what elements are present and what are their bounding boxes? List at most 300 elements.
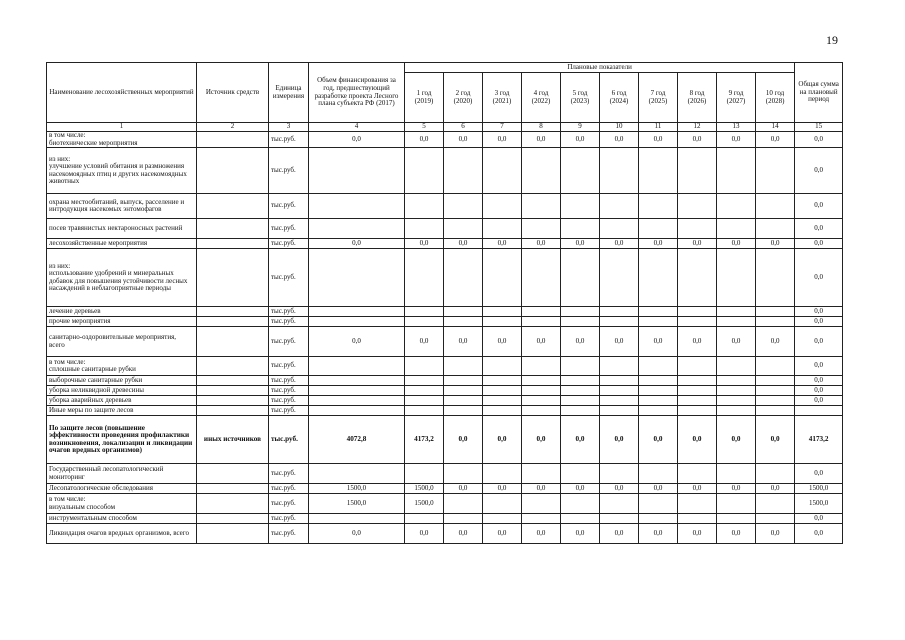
- year-value: 0,0: [600, 416, 639, 464]
- year-value: [678, 396, 717, 406]
- year-value: 0,0: [405, 524, 444, 544]
- year-value: [639, 357, 678, 376]
- year-value: [483, 376, 522, 386]
- year-value: 0,0: [405, 327, 444, 357]
- year-value: [483, 494, 522, 514]
- table-row: [47, 484, 843, 494]
- unit-cell: тыс.руб.: [269, 249, 309, 307]
- year-value: [483, 307, 522, 317]
- year-value: 0,0: [561, 239, 600, 249]
- year-value: 1500,0: [405, 494, 444, 514]
- year-value: 0,0: [444, 484, 483, 494]
- table-row: [47, 132, 843, 148]
- total-value: 0,0: [795, 249, 843, 307]
- year-value: [717, 514, 756, 524]
- funding-source: [197, 464, 269, 484]
- prior-volume: 0,0: [309, 239, 405, 249]
- header-year-5: [561, 73, 600, 123]
- total-value: 0,0: [795, 219, 843, 239]
- header-total: Общая сумма на плановый период: [795, 63, 843, 123]
- year-value: [483, 406, 522, 416]
- total-value: 0,0: [795, 386, 843, 396]
- year-value: [561, 386, 600, 396]
- year-value: 0,0: [522, 239, 561, 249]
- year-value: [444, 317, 483, 327]
- header-year-label: 7 год: [650, 88, 666, 97]
- unit-cell: тыс.руб.: [269, 327, 309, 357]
- year-value: [561, 307, 600, 317]
- year-value: [405, 357, 444, 376]
- year-value: [522, 396, 561, 406]
- header-year-label: 9 год: [728, 88, 744, 97]
- year-value: [405, 317, 444, 327]
- total-value: 1500,0: [795, 484, 843, 494]
- header-unit: Единица измерения: [269, 63, 309, 123]
- activity-name: Государственный лесопатологический мониторинг: [47, 464, 197, 484]
- header-year-1: [405, 73, 444, 123]
- year-value: [522, 148, 561, 194]
- table-row: [47, 327, 843, 357]
- year-value: [561, 317, 600, 327]
- year-value: 0,0: [600, 524, 639, 544]
- funding-source: [197, 132, 269, 148]
- year-value: [561, 396, 600, 406]
- year-value: [678, 494, 717, 514]
- year-value: [522, 357, 561, 376]
- funding-source: [197, 239, 269, 249]
- activity-name: выборочные санитарные рубки: [47, 376, 197, 386]
- year-value: [522, 494, 561, 514]
- unit-cell: тыс.руб.: [269, 494, 309, 514]
- year-value: [717, 376, 756, 386]
- unit-cell: тыс.руб.: [269, 464, 309, 484]
- funding-source: [197, 327, 269, 357]
- activity-name: Иные меры по защите лесов: [47, 406, 197, 416]
- year-value: [756, 317, 795, 327]
- funding-source: [197, 396, 269, 406]
- table-row: [47, 307, 843, 317]
- activity-name: санитарно-оздоровительные мероприятия, всего: [47, 327, 197, 357]
- prior-volume: 1500,0: [309, 494, 405, 514]
- year-value: [639, 406, 678, 416]
- table-row: [47, 514, 843, 524]
- year-value: [639, 194, 678, 219]
- year-value: [444, 376, 483, 386]
- year-value: [639, 317, 678, 327]
- year-value: [756, 386, 795, 396]
- header-year-value: (2026): [687, 96, 707, 105]
- year-value: [678, 514, 717, 524]
- table-row: [47, 357, 843, 376]
- prior-volume: 1500,0: [309, 484, 405, 494]
- year-value: 0,0: [483, 327, 522, 357]
- year-value: [600, 357, 639, 376]
- table-row: [47, 416, 843, 464]
- header-year-value: (2028): [765, 96, 785, 105]
- activity-name: в том числе: сплошные санитарные рубки: [47, 357, 197, 376]
- column-number: 2: [197, 123, 269, 132]
- year-value: [717, 464, 756, 484]
- year-value: 0,0: [639, 484, 678, 494]
- year-value: [483, 357, 522, 376]
- unit-cell: тыс.руб.: [269, 357, 309, 376]
- table-row: [47, 464, 843, 484]
- year-value: [600, 194, 639, 219]
- year-value: [405, 194, 444, 219]
- year-value: 0,0: [756, 416, 795, 464]
- prior-volume: 0,0: [309, 132, 405, 148]
- funding-source: [197, 249, 269, 307]
- year-value: 0,0: [522, 132, 561, 148]
- activity-name: в том числе: визуальным способом: [47, 494, 197, 514]
- year-value: 0,0: [405, 239, 444, 249]
- year-value: [522, 219, 561, 239]
- year-value: [444, 307, 483, 317]
- year-value: [678, 406, 717, 416]
- funding-source: [197, 494, 269, 514]
- year-value: [756, 396, 795, 406]
- year-value: [600, 396, 639, 406]
- activity-name: охрана местообитаний, выпуск, расселение и интродукция насекомых энтомофагов: [47, 194, 197, 219]
- year-value: [756, 464, 795, 484]
- year-value: [717, 148, 756, 194]
- prior-volume: [309, 219, 405, 239]
- unit-cell: тыс.руб.: [269, 148, 309, 194]
- funding-source: [197, 317, 269, 327]
- year-value: [522, 249, 561, 307]
- year-value: 0,0: [678, 416, 717, 464]
- table-row: [47, 249, 843, 307]
- funding-source: [197, 307, 269, 317]
- header-year-9: [717, 73, 756, 123]
- total-value: 0,0: [795, 239, 843, 249]
- year-value: [405, 148, 444, 194]
- year-value: [678, 317, 717, 327]
- header-year-label: 10 год: [765, 88, 785, 97]
- year-value: 0,0: [561, 327, 600, 357]
- year-value: [522, 307, 561, 317]
- year-value: 0,0: [522, 524, 561, 544]
- activity-name: лесохозяйственные мероприятия: [47, 239, 197, 249]
- year-value: 0,0: [561, 416, 600, 464]
- funding-source: [197, 357, 269, 376]
- year-value: [483, 148, 522, 194]
- column-number: 4: [309, 123, 405, 132]
- column-number: 1: [47, 123, 197, 132]
- year-value: 0,0: [756, 132, 795, 148]
- header-planned-group: Плановые показатели: [405, 63, 795, 73]
- year-value: [522, 464, 561, 484]
- year-value: 0,0: [483, 416, 522, 464]
- column-number: 15: [795, 123, 843, 132]
- header-year-label: 3 год: [494, 88, 510, 97]
- header-year-value: (2025): [648, 96, 668, 105]
- year-value: [522, 317, 561, 327]
- prior-volume: [309, 194, 405, 219]
- table-row: [47, 194, 843, 219]
- funding-source: [197, 386, 269, 396]
- year-value: [561, 249, 600, 307]
- year-value: 0,0: [600, 132, 639, 148]
- year-value: 0,0: [717, 327, 756, 357]
- year-value: [678, 386, 717, 396]
- total-value: 0,0: [795, 307, 843, 317]
- column-number: 14: [756, 123, 795, 132]
- year-value: [600, 406, 639, 416]
- prior-volume: [309, 307, 405, 317]
- year-value: [717, 396, 756, 406]
- year-value: [405, 386, 444, 396]
- year-value: [444, 357, 483, 376]
- year-value: [639, 376, 678, 386]
- column-number: 10: [600, 123, 639, 132]
- year-value: [639, 148, 678, 194]
- year-value: [600, 386, 639, 396]
- header-year-value: (2022): [531, 96, 551, 105]
- year-value: 0,0: [717, 239, 756, 249]
- unit-cell: тыс.руб.: [269, 376, 309, 386]
- total-value: 0,0: [795, 148, 843, 194]
- header-year-7: [639, 73, 678, 123]
- unit-cell: тыс.руб.: [269, 386, 309, 396]
- year-value: [639, 307, 678, 317]
- year-value: [756, 376, 795, 386]
- activity-name: из них: улучшение условий обитания и размножения насекомоядных птиц и других насекомоядных животных: [47, 148, 197, 194]
- funding-source: [197, 376, 269, 386]
- header-year-2: [444, 73, 483, 123]
- year-value: 0,0: [522, 416, 561, 464]
- year-value: [522, 406, 561, 416]
- year-value: [717, 219, 756, 239]
- column-number: 13: [717, 123, 756, 132]
- header-year-4: [522, 73, 561, 123]
- header-year-8: [678, 73, 717, 123]
- year-value: 0,0: [444, 416, 483, 464]
- funding-source: [197, 524, 269, 544]
- column-number: 6: [444, 123, 483, 132]
- year-value: [444, 249, 483, 307]
- year-value: 0,0: [483, 484, 522, 494]
- year-value: [444, 396, 483, 406]
- table-row: [47, 406, 843, 416]
- year-value: [405, 219, 444, 239]
- header-year-label: 8 год: [689, 88, 705, 97]
- prior-volume: [309, 406, 405, 416]
- header-year-6: [600, 73, 639, 123]
- funding-source: [197, 514, 269, 524]
- year-value: 0,0: [483, 239, 522, 249]
- table-row: [47, 386, 843, 396]
- year-value: 0,0: [717, 416, 756, 464]
- year-value: 0,0: [444, 327, 483, 357]
- year-value: 0,0: [444, 524, 483, 544]
- total-value: 1500,0: [795, 494, 843, 514]
- header-year-value: (2024): [609, 96, 629, 105]
- year-value: [600, 219, 639, 239]
- year-value: [600, 494, 639, 514]
- year-value: 0,0: [678, 132, 717, 148]
- header-year-value: (2021): [492, 96, 512, 105]
- planned-indicators-table: [46, 62, 843, 544]
- column-number: 11: [639, 123, 678, 132]
- year-value: [483, 317, 522, 327]
- column-number: 3: [269, 123, 309, 132]
- unit-cell: тыс.руб.: [269, 484, 309, 494]
- page-number: 19: [826, 33, 838, 47]
- funding-source: [197, 484, 269, 494]
- activity-name: Лесопатологические обследования: [47, 484, 197, 494]
- column-number: 7: [483, 123, 522, 132]
- table-row: [47, 494, 843, 514]
- year-value: [717, 406, 756, 416]
- activity-name: Ликвидация очагов вредных организмов, всего: [47, 524, 197, 544]
- unit-cell: тыс.руб.: [269, 239, 309, 249]
- year-value: 1500,0: [405, 484, 444, 494]
- total-value: 0,0: [795, 376, 843, 386]
- total-value: 0,0: [795, 357, 843, 376]
- header-year-label: 5 год: [572, 88, 588, 97]
- total-value: 0,0: [795, 396, 843, 406]
- column-number: 8: [522, 123, 561, 132]
- column-number: 9: [561, 123, 600, 132]
- year-value: [483, 219, 522, 239]
- year-value: [600, 148, 639, 194]
- year-value: [678, 194, 717, 219]
- year-value: [639, 514, 678, 524]
- year-value: 0,0: [600, 239, 639, 249]
- year-value: [561, 194, 600, 219]
- year-value: 4173,2: [405, 416, 444, 464]
- unit-cell: тыс.руб.: [269, 132, 309, 148]
- funding-source: [197, 219, 269, 239]
- activity-name: уборка неликвидной древесины: [47, 386, 197, 396]
- header-year-value: (2027): [726, 96, 746, 105]
- year-value: [522, 194, 561, 219]
- year-value: 0,0: [639, 239, 678, 249]
- activity-name: инструментальным способом: [47, 514, 197, 524]
- year-value: 0,0: [600, 484, 639, 494]
- year-value: [756, 494, 795, 514]
- year-value: 0,0: [717, 484, 756, 494]
- year-value: [717, 317, 756, 327]
- year-value: [639, 219, 678, 239]
- year-value: [756, 249, 795, 307]
- year-value: [561, 514, 600, 524]
- total-value: 0,0: [795, 194, 843, 219]
- year-value: 0,0: [483, 524, 522, 544]
- year-value: [639, 249, 678, 307]
- year-value: [717, 307, 756, 317]
- year-value: 0,0: [756, 524, 795, 544]
- table-row: [47, 219, 843, 239]
- header-year-value: (2023): [570, 96, 590, 105]
- year-value: [678, 357, 717, 376]
- header-year-3: [483, 73, 522, 123]
- header-year-label: 2 год: [455, 88, 471, 97]
- year-value: [639, 386, 678, 396]
- year-value: [678, 307, 717, 317]
- year-value: [483, 194, 522, 219]
- year-value: 0,0: [756, 239, 795, 249]
- year-value: [600, 249, 639, 307]
- year-value: [600, 317, 639, 327]
- year-value: [639, 464, 678, 484]
- year-value: 0,0: [561, 524, 600, 544]
- prior-volume: [309, 386, 405, 396]
- activity-name: из них: использование удобрений и минеральных добавок для повышения устойчивости лесных насаждений в неблагоприятные периоды: [47, 249, 197, 307]
- year-value: [522, 514, 561, 524]
- year-value: [444, 194, 483, 219]
- prior-volume: 0,0: [309, 524, 405, 544]
- year-value: [444, 219, 483, 239]
- year-value: [522, 376, 561, 386]
- header-year-value: (2019): [414, 96, 434, 105]
- year-value: [561, 406, 600, 416]
- year-value: 0,0: [600, 327, 639, 357]
- total-value: [795, 406, 843, 416]
- year-value: [717, 249, 756, 307]
- funding-source: [197, 194, 269, 219]
- year-value: 0,0: [405, 132, 444, 148]
- table-row: [47, 317, 843, 327]
- year-value: [444, 386, 483, 396]
- header-year-label: 4 год: [533, 88, 549, 97]
- year-value: 0,0: [444, 132, 483, 148]
- year-value: [483, 396, 522, 406]
- table-row: [47, 239, 843, 249]
- year-value: [756, 148, 795, 194]
- year-value: [561, 464, 600, 484]
- total-value: 0,0: [795, 524, 843, 544]
- year-value: 0,0: [561, 484, 600, 494]
- year-value: [756, 219, 795, 239]
- activity-name: в том числе: биотехнические мероприятия: [47, 132, 197, 148]
- year-value: [756, 357, 795, 376]
- year-value: [405, 249, 444, 307]
- activity-name: лечение деревьев: [47, 307, 197, 317]
- unit-cell: тыс.руб.: [269, 524, 309, 544]
- year-value: [756, 514, 795, 524]
- year-value: 0,0: [483, 132, 522, 148]
- year-value: [756, 194, 795, 219]
- year-value: 0,0: [717, 132, 756, 148]
- unit-cell: тыс.руб.: [269, 194, 309, 219]
- unit-cell: тыс.руб.: [269, 416, 309, 464]
- header-year-label: 6 год: [611, 88, 627, 97]
- total-value: 0,0: [795, 132, 843, 148]
- prior-volume: [309, 376, 405, 386]
- year-value: 0,0: [678, 327, 717, 357]
- year-value: [444, 148, 483, 194]
- total-value: 0,0: [795, 464, 843, 484]
- year-value: 0,0: [639, 524, 678, 544]
- total-value: 0,0: [795, 514, 843, 524]
- header-year-10: [756, 73, 795, 123]
- year-value: [405, 307, 444, 317]
- year-value: 0,0: [678, 484, 717, 494]
- year-value: [483, 464, 522, 484]
- year-value: [561, 219, 600, 239]
- year-value: 0,0: [522, 484, 561, 494]
- year-value: 0,0: [756, 484, 795, 494]
- year-value: [444, 494, 483, 514]
- header-source: Источник средств: [197, 63, 269, 123]
- activity-name: уборка аварийных деревьев: [47, 396, 197, 406]
- unit-cell: тыс.руб.: [269, 406, 309, 416]
- year-value: [678, 148, 717, 194]
- header-volume: Объем финансирования за год, предшествующий разработке проекта Лесного плана субъекта РФ (2017): [309, 63, 405, 123]
- table-row: [47, 148, 843, 194]
